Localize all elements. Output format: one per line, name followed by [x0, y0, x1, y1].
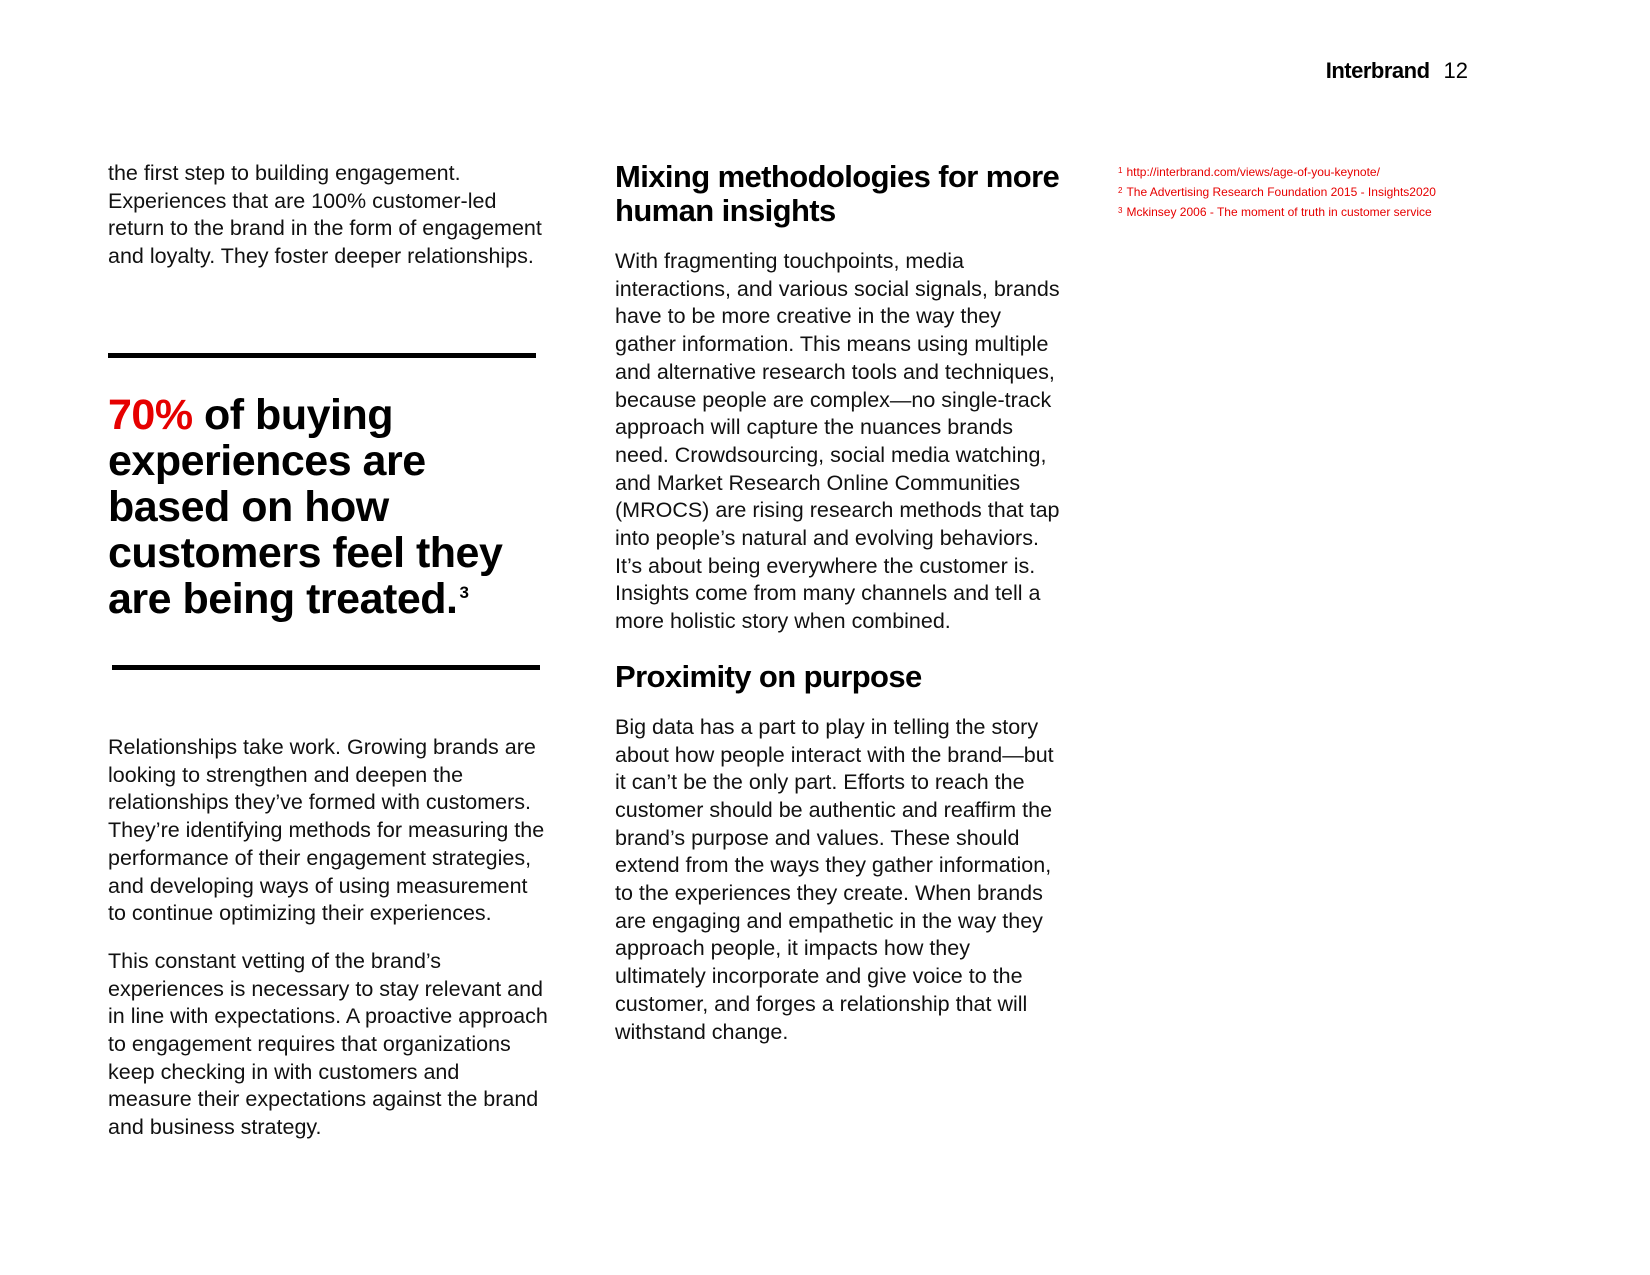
body-paragraph-relationships: Relationships take work. Growing brands are looking to strengthen and deepen the relationships they’ve formed with customers. They’re identifying methods for measuring the performance of their engagement strategies, and developing ways of using measurement to continue optimizing their experiences. [108, 735, 545, 926]
section-heading-mixing-methodologies: Mixing methodologies for more human insights [615, 159, 1060, 228]
pull-quote-stat: 70% [108, 391, 193, 439]
footnote-text: The Advertising Research Foundation 2015 - Insights2020 [1126, 185, 1436, 199]
middle-column [615, 160, 1065, 1046]
section-body-proximity: Big data has a part to play in telling the story about how people interact with the brand—but it can’t be the only part. Efforts to reach the customer should be authentic and reaffirm the brand’s purpose and values. These should extend from the ways they gather information, to the experiences they create. When brands are engaging and empathetic in the way they approach people, it impacts how they ultimately incorporate and give voice to the customer, and forges a relationship that will withstand change. [615, 714, 1054, 1044]
footnote-item [1118, 162, 1498, 182]
footnote-item [1118, 202, 1498, 222]
footnotes-column [1118, 162, 1498, 222]
footnote-text: Mckinsey 2006 - The moment of truth in customer service [1126, 205, 1432, 219]
footnote-item [1118, 182, 1498, 202]
footnote-number: 3 [1118, 206, 1123, 215]
section-body-mixing-methodologies: With fragmenting touchpoints, media interactions, and various social signals, brands have to be more creative in the way they gather information. This means using multiple and alternative research tools and techniques, because people are complex—no single-track approach will capture the nuances brands need. Crowdsourcing, social media watching, and Market Research Online Communities (MROCS) are rising research methods that tap into people’s natural and evolving behaviors. It’s about being everywhere the customer is. Insights come from many channels and tell a more holistic story when combined. [615, 249, 1060, 634]
left-column-intro [108, 160, 548, 271]
intro-paragraph: the first step to building engagement. Experiences that are 100% customer-led return to the brand in the form of engagement and loyalty. They foster deeper relationships. [108, 161, 542, 269]
quote-top-rule [108, 353, 536, 358]
footnotes-list [1118, 162, 1498, 222]
footnote-number: 1 [1118, 166, 1123, 175]
brand-logo: Interbrand [1325, 58, 1430, 83]
body-paragraph-vetting: This constant vetting of the brand’s experiences is necessary to stay relevant and in line with expectations. A proactive approach to engagement requires that organizations keep checking in with customers and measure their expectations against the brand and business strategy. [108, 948, 548, 1140]
pull-quote-text: of buying experiences are based on how customers feel they are being treated. [108, 391, 503, 623]
page-header [1326, 58, 1468, 84]
pull-quote [108, 392, 548, 622]
footnote-link[interactable]: http://interbrand.com/views/age-of-you-keynote/ [1126, 165, 1380, 179]
section-heading-proximity: Proximity on purpose [615, 658, 922, 694]
quote-bottom-rule [112, 665, 540, 670]
pull-quote-footnote-ref: 3 [459, 583, 469, 602]
footnote-number: 2 [1118, 186, 1123, 195]
left-column-body [108, 734, 548, 1142]
page-number: 12 [1443, 58, 1468, 83]
